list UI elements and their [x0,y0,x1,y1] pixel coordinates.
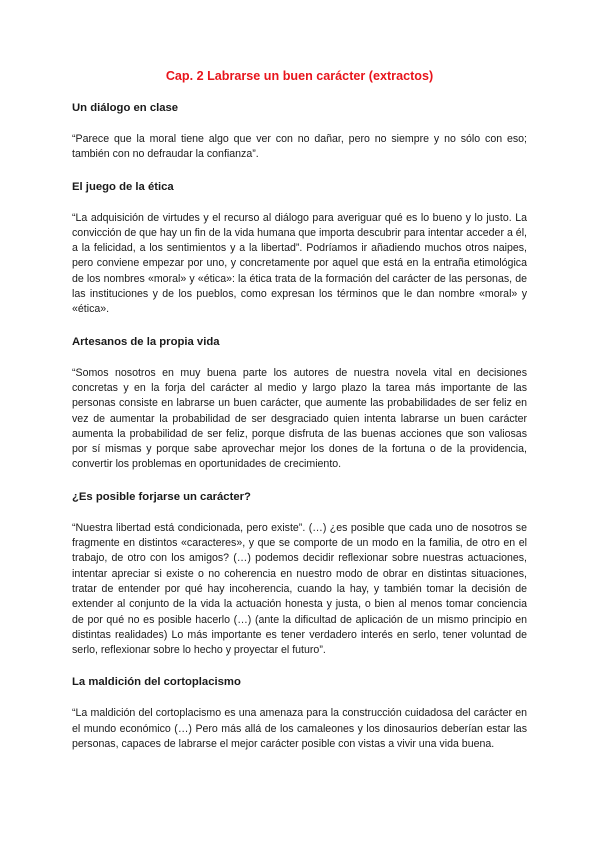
section-paragraph: “Somos nosotros en muy buena parte los autores de nuestra novela vital en decisiones concretas y en la forja del carácter al medio y largo plazo la tarea más importante de las personas consiste en labrarse un buen carácter, que aumente las probabilidades de ser feliz en vez de aumentar la probabilidad de ser desgraciado quien intenta labrarse un buen carácter aumenta la probabilidad de ser feliz, porque disfruta de las buenas acciones que son valiosas por sí mismas y porque sabe aprovechar mejor los dones de la fortuna o de la providencia, convertir los problemas en oportunidades de crecimiento. [72,366,527,471]
section-dialogo [72,101,527,163]
section-artesanos [72,335,527,473]
document-page [72,68,527,752]
section-paragraph: “La maldición del cortoplacismo es una amenaza para la construcción cuidadosa del carácter en el mundo económico (…) Pero más allá de los camaleones y los dinosaurios deberían estar las personas, capaces de labrarse el mejor carácter posible con vistas a vivir una vida buena. [72,707,527,751]
section-paragraph: “Parece que la moral tiene algo que ver con no dañar, pero no siempre y no sólo con eso; también con no defraudar la confianza”. [72,133,527,161]
section-paragraph: “Nuestra libertad está condicionada, pero existe”. (…) ¿es posible que cada uno de nosotros se fragmente en distintos «caracteres», y que se comporte de un modo en la familia, de otro en el trabajo, de otro con los amigos? (…) podemos decidir reflexionar sobre nuestras actuaciones, intentar apreciar si existe o no coherencia en nuestro modo de obrar en distintas situaciones, tratar de entender por qué hay incoherencia, cuando la hay, y también tomar la decisión de extender al conjunto de la vida la actuación honesta y justa, o bien al menos tomar conciencia de por qué no es posible hacerlo (…) (ante la dificultad de aplicación de un mismo principio en distintas realidades) Lo más importante es tener verdadero interés en serlo, tener voluntad de serlo, reflexionar sobre lo hecho y proyectar el futuro”. [72,521,527,657]
section-heading: ¿Es posible forjarse un carácter? [72,490,251,503]
section-forjarse-caracter [72,490,527,659]
document-title: Cap. 2 Labrarse un buen carácter (extractos) [165,69,434,83]
section-heading: El juego de la ética [72,180,174,193]
section-heading: Artesanos de la propia vida [72,335,220,348]
section-heading: Un diálogo en clase [72,102,179,114]
section-heading: La maldición del cortoplacismo [72,676,241,689]
section-juego-etica [72,180,527,318]
section-cortoplacismo [72,675,527,752]
section-paragraph: “La adquisición de virtudes y el recurso al diálogo para averiguar qué es lo bueno y lo justo. La convicción de que hay un fin de la vida humana que importa descubrir para intentar acceder a él, a la felicidad, a los sentimientos y a la libertad”. Podríamos ir añadiendo muchos otros naipes, pero conviene empezar por uno, y concretamente por aquel que está en la entraña etimológica de los nombres «moral» y «ética»: la ética trata de la formación del carácter de las personas, de las instituciones y de los pueblos, como expresan los términos que le dan nombre «moral» y «ética». [72,211,527,316]
